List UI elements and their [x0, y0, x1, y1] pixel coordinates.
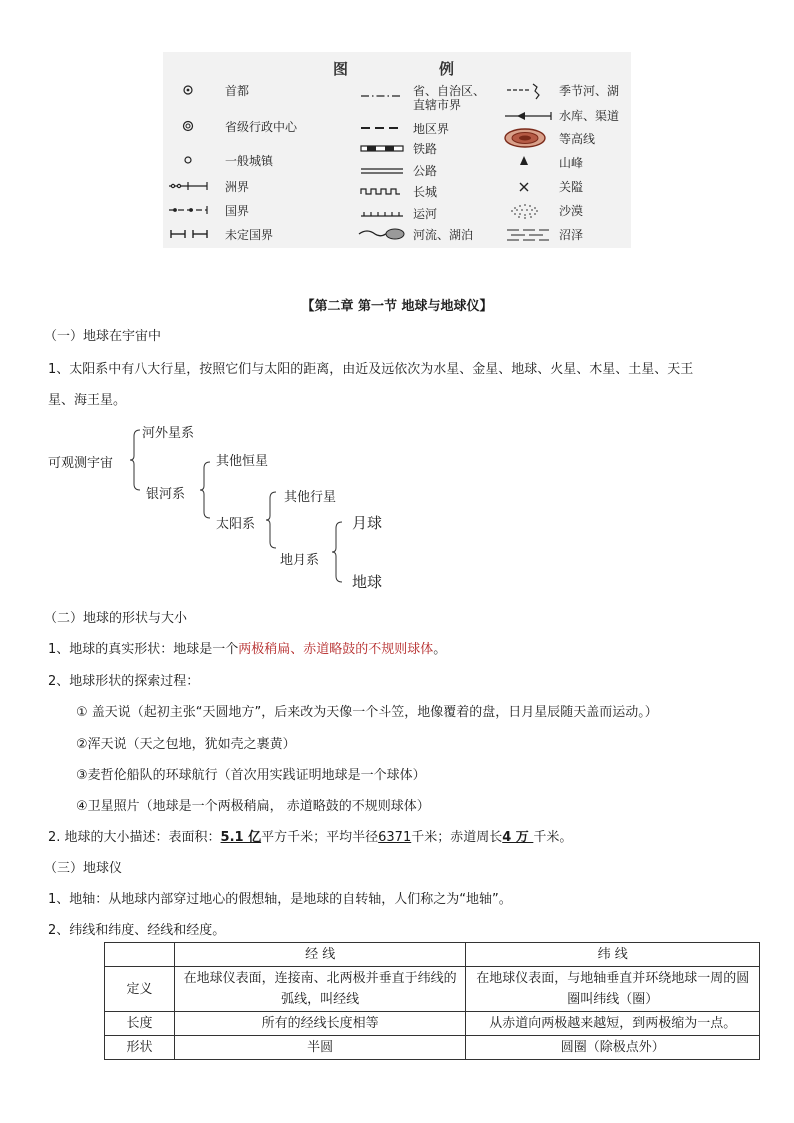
table-cell: 圆圈（除极点外） — [466, 1036, 760, 1060]
tree-moon: 月球 — [352, 514, 383, 532]
table-row — [105, 967, 760, 1012]
earth-size-line — [48, 826, 572, 845]
earth-shape-highlight: 两极稍扁、赤道略鼓的不规则球体 — [238, 642, 434, 657]
legend-label-railway: 铁路 — [413, 142, 438, 156]
legend-label-capital: 首都 — [225, 84, 250, 98]
legend-label-highway: 公路 — [413, 164, 438, 178]
legend-label-prefecture-border: 地区界 — [413, 122, 450, 136]
legend-label-pass: 关隘 — [559, 180, 584, 194]
section-2-p2: 2、地球形状的探索过程： — [48, 674, 200, 689]
legend-label-river-lake: 河流、湖泊 — [413, 228, 474, 242]
section-3-p1: 1、地轴：从地球内部穿过地心的假想轴，是地球的自转轴，人们称之为“地轴”。 — [48, 892, 512, 907]
section-2-p1-suffix: 。 — [433, 642, 447, 657]
surface-area-value: 5.1 亿 — [220, 830, 262, 845]
section-3-heading: （三）地球仪 — [44, 861, 123, 876]
table-cell: 在地球仪表面，连接南、北两极并垂直于纬线的弧线，叫经线 — [174, 967, 466, 1012]
tree-extragalactic: 河外星系 — [142, 426, 195, 441]
section-1-p1-line2: 星、海王星。 — [48, 393, 127, 408]
table-row — [105, 1036, 760, 1060]
earth-size-c: 千米；赤道周长 — [411, 830, 503, 845]
table-row-label: 形状 — [105, 1036, 175, 1060]
meridian-parallel-table — [104, 942, 760, 1060]
tree-solar-system: 太阳系 — [216, 517, 256, 532]
tree-other-planets: 其他行星 — [284, 490, 337, 505]
table-row-label: 长度 — [105, 1012, 175, 1036]
tree-earth-moon: 地月系 — [280, 553, 320, 568]
section-2-p1-prefix: 1、地球的真实形状：地球是一个 — [48, 642, 239, 657]
tree-root: 可观测宇宙 — [48, 456, 114, 471]
legend-label-seasonal-river: 季节河、湖 — [559, 84, 620, 98]
exploration-item-2: ②浑天说（天之包地，犹如壳之裹黄） — [76, 737, 296, 752]
exploration-item-3: ③麦哲伦船队的环球航行（首次用实践证明地球是一个球体） — [76, 768, 426, 783]
section-2-heading: （二）地球的形状与大小 — [44, 611, 188, 626]
legend-label-canal: 运河 — [413, 207, 438, 221]
radius-value: 6371 — [378, 830, 412, 845]
earth-size-b: 平方千米；平均半径 — [261, 830, 379, 845]
exploration-item-4: ④卫星照片（地球是一个两极稍扁， 赤道略鼓的不规则球体） — [76, 799, 430, 814]
legend-label-undetermined-border: 未定国界 — [225, 228, 274, 242]
legend-title-right: 例 — [439, 60, 457, 78]
legend-title-left: 图 — [333, 60, 351, 78]
legend-label-provincial-center: 省级行政中心 — [225, 120, 298, 134]
table-row — [105, 1012, 760, 1036]
table-cell: 从赤道向两极越来越短，到两极缩为一点。 — [466, 1012, 760, 1036]
table-row-label: 定义 — [105, 967, 175, 1012]
tree-earth: 地球 — [352, 573, 383, 591]
legend-label-contour: 等高线 — [559, 132, 596, 146]
legend-label-peak: 山峰 — [559, 156, 584, 170]
tree-other-stars: 其他恒星 — [216, 454, 269, 469]
circumference-value: 4 万 — [502, 830, 534, 845]
table-header-cell — [105, 943, 175, 967]
section-3-p2: 2、纬线和纬度、经线和经度。 — [48, 923, 226, 938]
table-cell: 半圆 — [174, 1036, 466, 1060]
earth-size-a: 2. 地球的大小描述：表面积： — [48, 830, 221, 845]
legend-label-reservoir-canal: 水库、渠道 — [559, 109, 620, 123]
legend-label-town: 一般城镇 — [225, 154, 274, 168]
earth-size-d: 千米。 — [533, 830, 573, 845]
legend-label-marsh: 沼泽 — [559, 228, 584, 242]
table-header-parallel: 纬 线 — [466, 943, 760, 967]
legend-label-continent-border: 洲界 — [225, 180, 250, 194]
table-header-row — [105, 943, 760, 967]
legend-label-national-border: 国界 — [225, 204, 250, 218]
legend-label-great-wall: 长城 — [413, 185, 438, 199]
table-cell: 在地球仪表面，与地轴垂直并环绕地球一周的圆圈叫纬线（圈） — [466, 967, 760, 1012]
legend-label-desert: 沙漠 — [559, 204, 584, 218]
exploration-item-1: ① 盖天说（起初主张“天圆地方”，后来改为天像一个斗笠，地像覆着的盘，日月星辰随天盖而运动。） — [76, 705, 658, 720]
table-header-meridian: 经 线 — [174, 943, 466, 967]
chapter-title: 【第二章 第一节 地球与地球仪】 — [301, 299, 493, 314]
section-1-p1-line1: 1、太阳系中有八大行星，按照它们与太阳的距离，由近及远依次为水星、金星、地球、火星、木星、土星、天王 — [48, 362, 694, 377]
table-cell: 所有的经线长度相等 — [174, 1012, 466, 1036]
tree-milky-way: 银河系 — [146, 487, 186, 502]
section-2-p1 — [48, 638, 446, 657]
section-1-heading: （一）地球在宇宙中 — [44, 329, 162, 344]
legend-label-province-border: 省、自治区、直辖市界 — [413, 84, 486, 112]
